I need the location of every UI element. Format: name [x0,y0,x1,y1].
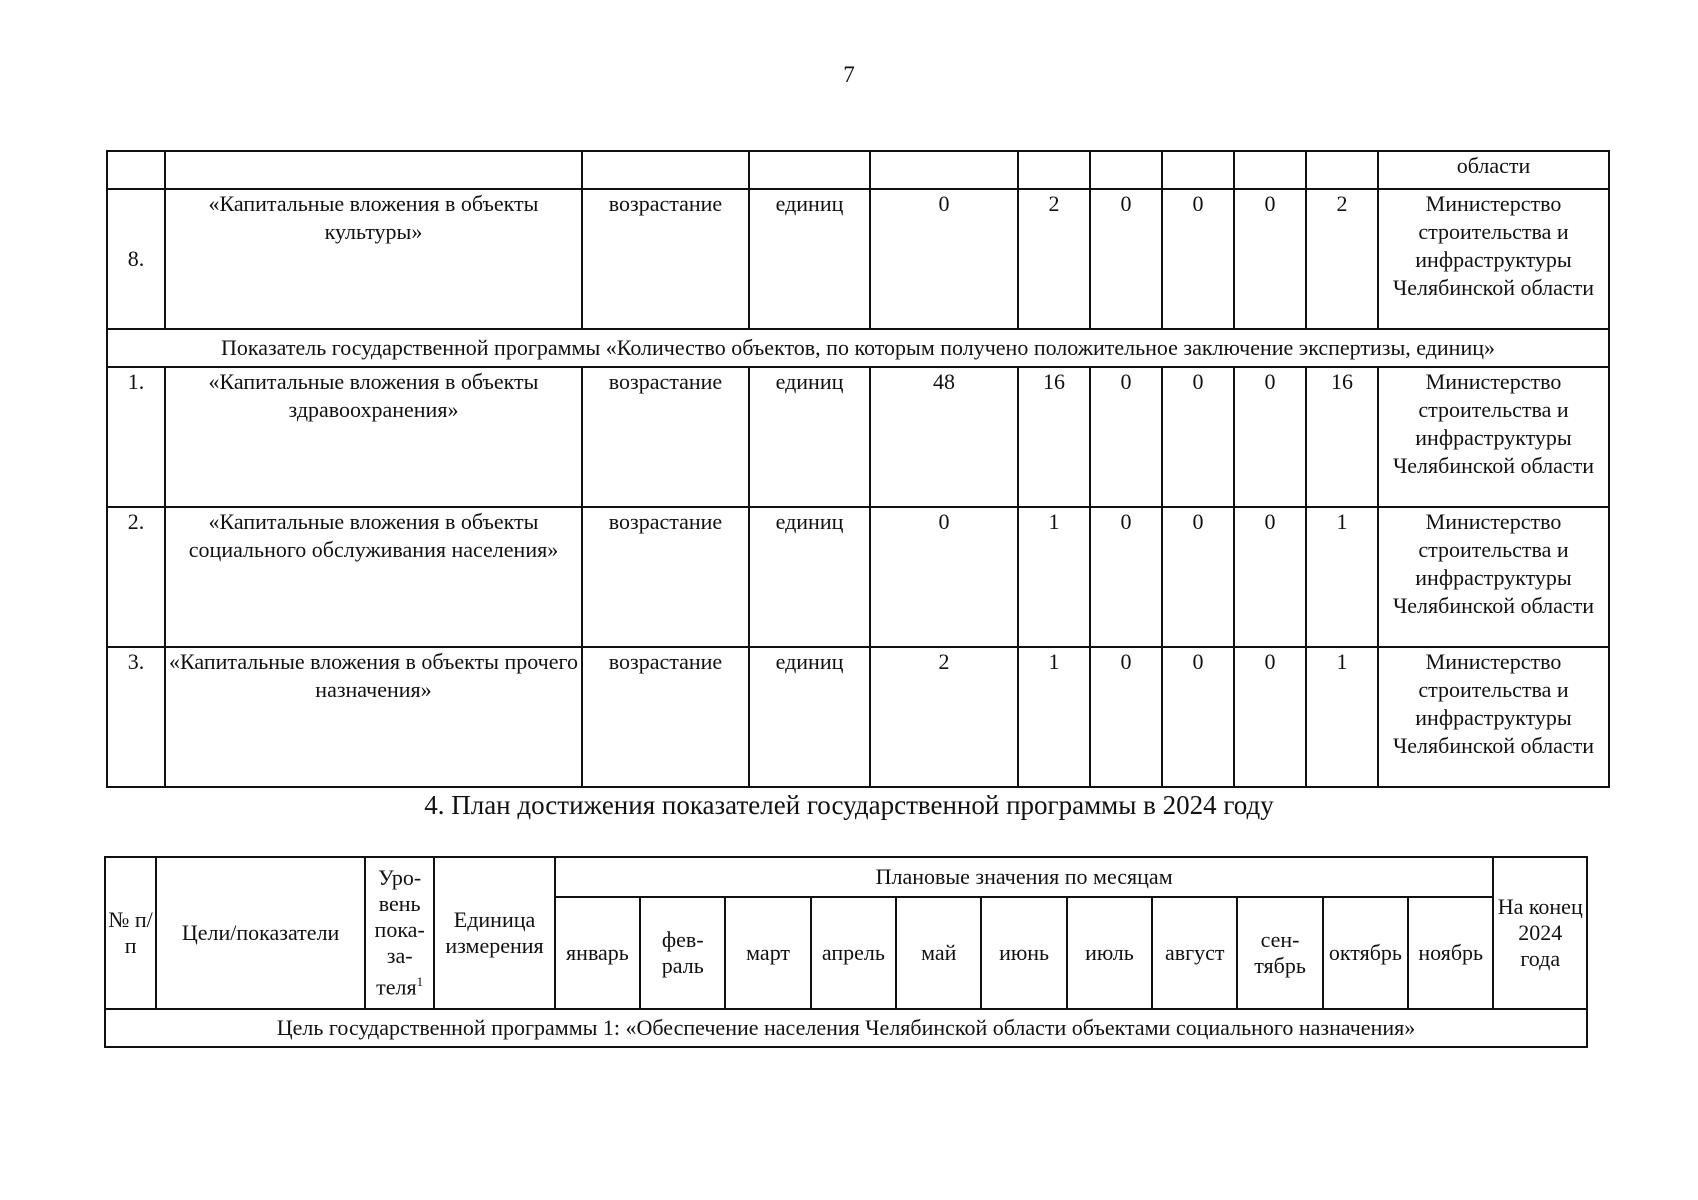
value-cell: 0 [1234,367,1306,507]
page-number: 7 [843,62,855,87]
value-cell: 16 [1018,367,1090,507]
value-cell: 0 [870,189,1018,329]
direction-cell: возрастание [582,507,749,647]
ministry-cell: Министерство строительства и инфраструктуры Челябинской области [1378,367,1609,507]
month-header: ноябрь [1408,897,1493,1009]
table-row [107,367,1609,507]
header-end: На конец 2024 года [1493,857,1587,1009]
indicator-name: «Капитальные вложения в объекты здравоохранения» [165,367,582,507]
unit-cell: единиц [749,507,870,647]
value-cell: 0 [1090,367,1162,507]
value-cell: 1 [1018,507,1090,647]
ministry-cell: области [1378,151,1609,189]
value-cell: 48 [870,367,1018,507]
header-level [365,857,434,1009]
value-cell: 2 [1018,189,1090,329]
table-row [107,647,1609,787]
value-cell: 0 [1162,367,1234,507]
value-cell: 0 [1234,647,1306,787]
value-cell: 0 [1162,507,1234,647]
value-cell: 0 [1162,189,1234,329]
section-title: Показатель государственной программы «Количество объектов, по которым получено положительное заключение экспертизы, единиц» [107,329,1609,367]
month-header: июль [1067,897,1152,1009]
value-cell: 0 [1090,507,1162,647]
month-header: октябрь [1323,897,1408,1009]
unit-cell: единиц [749,189,870,329]
plan-table [104,856,1588,1048]
ministry-cell: Министерство строительства и инфраструктуры Челябинской области [1378,189,1609,329]
value-cell: 0 [1234,507,1306,647]
header-unit: Единица измерения [434,857,554,1009]
section-row [107,329,1609,367]
value-cell: 1 [1018,647,1090,787]
month-header: сен-тябрь [1237,897,1322,1009]
header-row [105,857,1587,897]
value-cell: 1 [1306,647,1378,787]
indicator-name: «Капитальные вложения в объекты социального обслуживания населения» [165,507,582,647]
month-header: август [1152,897,1237,1009]
direction-cell: возрастание [582,647,749,787]
month-header: январь [555,897,640,1009]
ministry-cell: Министерство строительства и инфраструктуры Челябинской области [1378,507,1609,647]
month-header: май [896,897,981,1009]
value-cell: 0 [1090,189,1162,329]
unit-cell: единиц [749,367,870,507]
table-row [107,507,1609,647]
unit-cell: единиц [749,647,870,787]
table-row-continuation [107,151,1609,189]
value-cell: 16 [1306,367,1378,507]
value-cell: 0 [1090,647,1162,787]
goal-row [105,1009,1587,1047]
value-cell: 0 [1162,647,1234,787]
header-goals: Цели/показатели [156,857,365,1009]
month-header: фев-раль [640,897,725,1009]
month-header: июнь [981,897,1066,1009]
row-number: 3. [107,647,165,787]
value-cell: 0 [870,507,1018,647]
row-number: 2. [107,507,165,647]
section-heading: 4. План достижения показателей государственной программы в 2024 году [424,790,1274,820]
footnote-mark: 1 [416,974,424,990]
direction-cell: возрастание [582,189,749,329]
goal-title: Цель государственной программы 1: «Обеспечение населения Челябинской области объектами социального назначения» [105,1009,1587,1047]
indicator-name: «Капитальные вложения в объекты прочего назначения» [165,647,582,787]
month-header: март [725,897,810,1009]
row-number: 8. [107,189,165,329]
value-cell: 1 [1306,507,1378,647]
value-cell: 2 [1306,189,1378,329]
value-cell: 0 [1234,189,1306,329]
month-header: апрель [811,897,896,1009]
indicators-table [106,150,1610,788]
header-monthly: Плановые значения по месяцам [555,857,1494,897]
table-row [107,189,1609,329]
row-number: 1. [107,367,165,507]
direction-cell: возрастание [582,367,749,507]
header-num: № п/п [105,857,156,1009]
ministry-cell: Министерство строительства и инфраструктуры Челябинской области [1378,647,1609,787]
indicator-name: «Капитальные вложения в объекты культуры» [165,189,582,329]
header-level-text: Уро-вень пока-за-теля [374,865,425,1000]
value-cell: 2 [870,647,1018,787]
